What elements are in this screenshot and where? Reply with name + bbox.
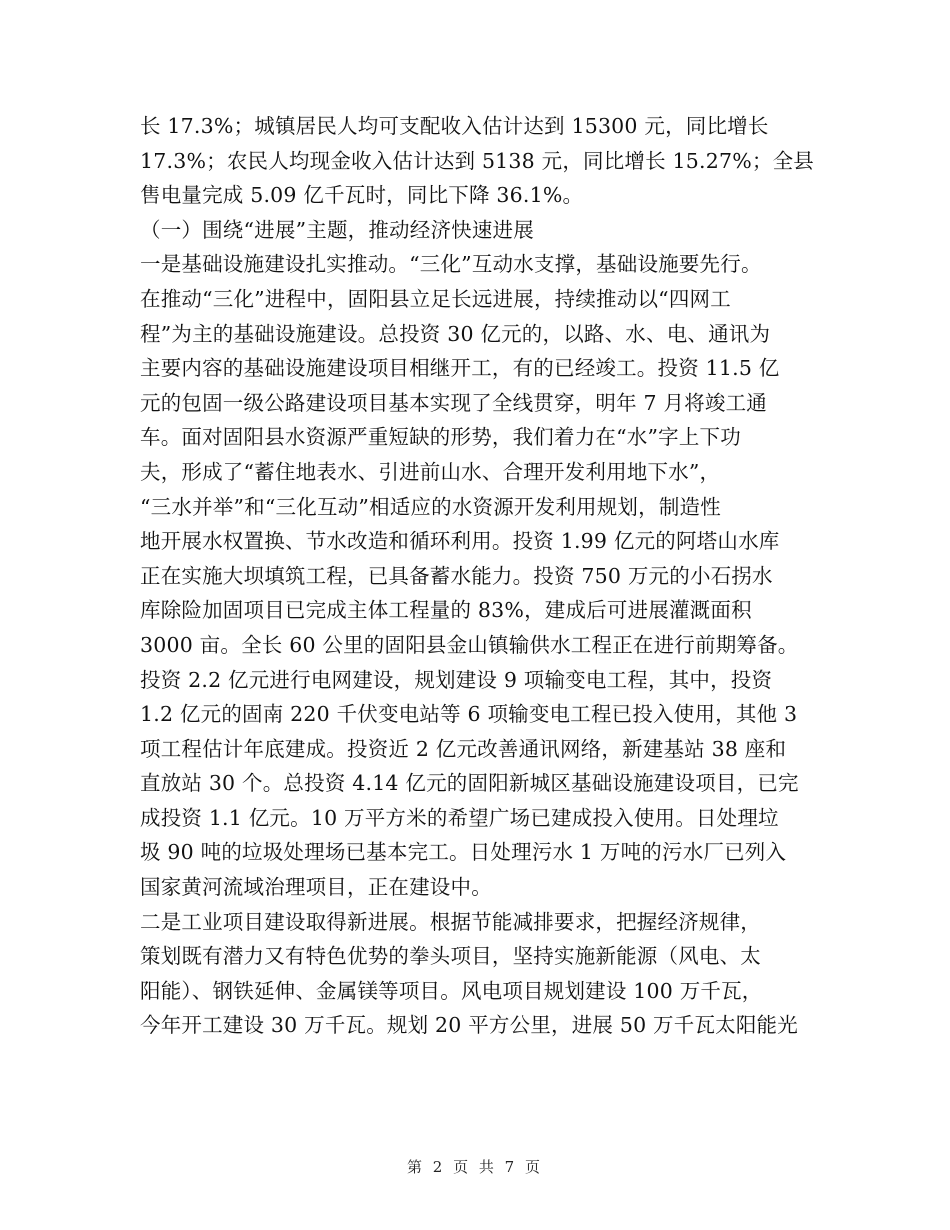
text-line: 二是工业项目建设取得新进展。根据节能减排要求，把握经济规律， [140,909,761,934]
body-text [140,109,820,1043]
page-number-footer: 第 2 页 共 7 页 [407,1158,543,1176]
text-line: 今年开工建设 30 万千瓦。规划 20 平方公里，进展 50 万千瓦太阳能光 [140,1013,798,1038]
text-line: 车。面对固阳县水资源严重短缺的形势，我们着力在“水”字上下功 [140,425,741,450]
text-line: 程”为主的基础设施建设。总投资 30 亿元的，以路、水、电、通讯为 [140,321,771,346]
text-line: 国家黄河流域治理项目，正在建设中。 [140,875,492,900]
text-line: 17.3%；农民人均现金收入估计达到 5138 元，同比增长 15.27%；全县 [140,148,815,173]
text-line: 在推动“三化”进程中，固阳县立足长远进展，持续推动以“四网工 [140,286,731,311]
text-line: 一是基础设施建设扎实推动。“三化”互动水支撑，基础设施要先行。 [140,252,762,277]
text-line: 成投资 1.1 亿元。10 万平方米的希望广场已建成投入使用。日处理垃 [140,805,779,830]
text-line: “三水并举”和“三化互动”相适应的水资源开发利用规划，制造性 [140,494,721,519]
text-line: 策划既有潜力又有特色优势的拳头项目，坚持实施新能源（风电、太 [140,944,761,969]
text-line: 售电量完成 5.09 亿千瓦时，同比下降 36.1%。 [140,183,584,208]
text-line: 直放站 30 个。总投资 4.14 亿元的固阳新城区基础设施建设项目，已完 [140,771,799,796]
section-heading: （一）围绕“进展”主题，推动经济快速进展 [140,217,534,242]
text-line: 地开展水权置换、节水改造和循环利用。投资 1.99 亿元的阿塔山水库 [140,529,780,554]
text-line: 圾 90 吨的垃圾处理场已基本完工。日处理污水 1 万吨的污水厂已列入 [140,840,787,865]
text-line: 项工程估计年底建成。投资近 2 亿元改善通讯网络，新建基站 38 座和 [140,736,787,761]
text-line: 3000 亩。全长 60 公里的固阳县金山镇输供水工程正在进行前期筹备。 [140,632,799,657]
text-line: 长 17.3%；城镇居民人均可支配收入估计达到 15300 元，同比增长 [140,114,769,138]
text-line: 主要内容的基础设施建设项目相继开工，有的已经竣工。投资 11.5 亿 [140,356,780,381]
text-line: 正在实施大坝填筑工程，已具备蓄水能力。投资 750 万元的小石拐水 [140,563,773,588]
text-line: 投资 2.2 亿元进行电网建设，规划建设 9 项输变电工程，其中，投资 [140,667,773,692]
text-line: 元的包固一级公路建设项目基本实现了全线贯穿，明年 7 月将竣工通 [140,390,767,415]
text-line: 夫，形成了“蓄住地表水、引进前山水、合理开发利用地下水”， [140,459,721,484]
text-line: 1.2 亿元的固南 220 千伏变电站等 6 项输变电工程已投入使用，其他 3 [140,702,798,727]
text-line: 阳能）、钢铁延伸、金属镁等项目。风电项目规划建设 100 万千瓦， [140,978,763,1003]
text-line: 库除险加固项目已完成主体工程量的 83%，建成后可进展灌溉面积 [140,598,752,623]
